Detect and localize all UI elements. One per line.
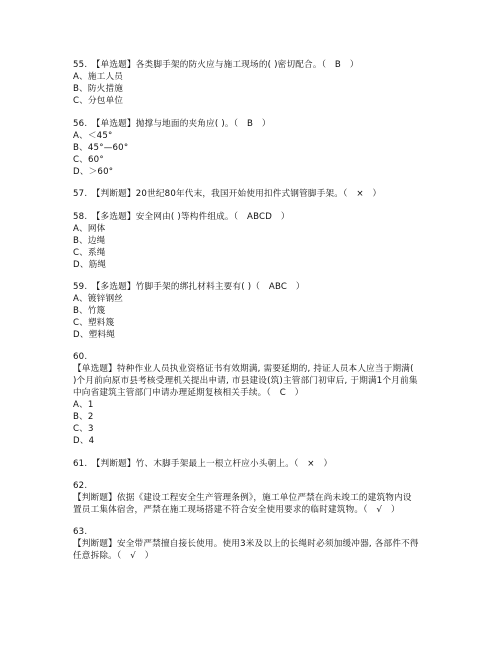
q56-option-a: A、＜45°	[73, 131, 113, 141]
q58-stem: 58. 【多选题】安全网由( )等构件组成。（ ABCD ）	[73, 212, 290, 222]
q55-stem: 55. 【单选题】各类脚手架的防火应与施工现场的( )密切配合。（ B ）	[73, 60, 359, 70]
q57-stem: 57. 【判断题】20世纪80年代末，我国开始使用扣件式钢管脚手架。（ × ）	[73, 189, 382, 199]
q62-number: 62.	[73, 481, 88, 491]
q59-stem: 59. 【多选题】竹脚手架的绑扎材料主要有( )（ ABC ）	[73, 282, 305, 292]
q59-option-c: C、塑料篾	[73, 318, 115, 328]
q62-body-line-1: 【判断题】依据《建设工程安全生产管理条例》，施工单位严禁在尚未竣工的建筑物内设	[73, 493, 412, 503]
q60-body-line-2: )个月前向原市县考核受理机关提出申请, 市县建设(筑)主管部门初审后, 于期满1个月前集	[73, 376, 418, 386]
q63-body-line-2: 任意拆除。（ √ ）	[73, 551, 154, 561]
q63-body-line-1: 【判断题】安全带严禁擅自接长使用。使用3米及以上的长绳时必须加缓冲器, 各部件不得	[73, 539, 419, 549]
q60-body-line-3: 中向省建筑主管部门申请办理延期复核相关手续。（ C ）	[73, 388, 304, 398]
q55-option-b: B、防火措施	[73, 84, 124, 94]
q61-stem: 61. 【判断题】竹、木脚手架最上一根立杆应小头朝上。（ × ）	[73, 459, 333, 469]
q58-option-a: A、网体	[73, 224, 106, 234]
q59-option-d: D、塑料绳	[73, 330, 115, 340]
q56-option-b: B、45°—60°	[73, 143, 129, 153]
q58-option-d: D、筋绳	[73, 260, 107, 270]
q56-option-c: C、60°	[73, 155, 104, 165]
q59-option-a: A、镀锌钢丝	[73, 294, 124, 304]
q60-option-a: A、1	[73, 400, 94, 410]
q60-body-line-1: 【单选题】特种作业人员执业资格证书有效期满, 需要延期的, 持证人员本人应当于期满(	[73, 364, 414, 374]
q62-body-line-2: 置员工集体宿舍，严禁在施工现场搭建不符合安全使用要求的临时建筑物。（ √ ）	[73, 505, 400, 515]
q60-option-d: D、4	[73, 436, 95, 446]
q58-option-b: B、边绳	[73, 236, 106, 246]
q55-option-a: A、施工人员	[73, 72, 124, 82]
q60-option-b: B、2	[73, 412, 94, 422]
q58-option-c: C、系绳	[73, 248, 106, 258]
q59-option-b: B、竹篾	[73, 306, 106, 316]
q60-number: 60.	[73, 352, 88, 362]
q63-number: 63.	[73, 527, 88, 537]
q56-stem: 56. 【单选题】抛撑与地面的夹角应( )。（ B ）	[73, 119, 271, 129]
q56-option-d: D、＞60°	[73, 167, 114, 177]
q55-option-c: C、分包单位	[73, 96, 124, 106]
q60-option-c: C、3	[73, 424, 94, 434]
